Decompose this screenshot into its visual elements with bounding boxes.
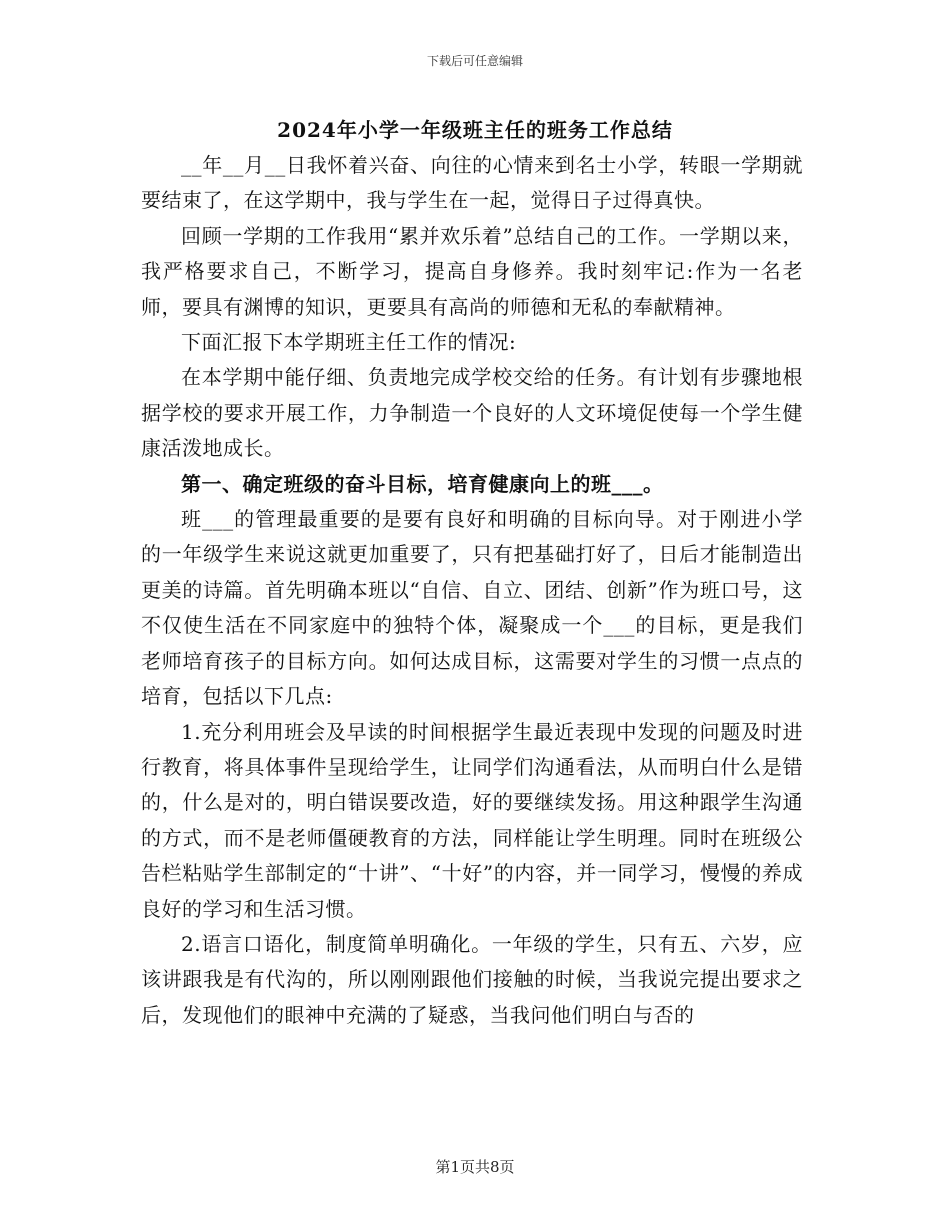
page-footer: 第1页共8页 bbox=[435, 1158, 515, 1176]
list-item-2: 2.语言口语化，制度简单明确化。一年级的学生，只有五、六岁，应该讲跟我是有代沟的，所以刚刚跟他们接触的时候，当我说完提出要求之后，发现他们的眼神中充满的了疑惑，当我问他们明白与否的 bbox=[141, 931, 803, 1027]
header-note: 下载后可任意编辑 bbox=[426, 54, 523, 68]
paragraph-intro: __年__月__日我怀着兴奋、向往的心情来到名士小学，转眼一学期就要结束了，在这学期中，我与学生在一起，觉得日子过得真快。 bbox=[141, 153, 803, 213]
paragraph-tasks: 在本学期中能仔细、负责地完成学校交给的任务。有计划有步骤地根据学校的要求开展工作，力争制造一个良好的人文环境促使每一个学生健康活泼地成长。 bbox=[141, 365, 803, 461]
document-body bbox=[141, 148, 803, 1033]
paragraph-report-lead: 下面汇报下本学期班主任工作的情况: bbox=[181, 330, 517, 355]
paragraph-goals: 班___的管理最重要的是要有良好和明确的目标向导。对于刚进小学的一年级学生来说这就更加重要了，只有把基础打好了，日后才能制造出更美的诗篇。首先明确本班以“自信、自立、团结、创新”作为班口号，这不仅使生活在不同家庭中的独特个体，凝聚成一个___的目标，更是我们老师培育孩子的目标方向。如何达成目标，这需要对学生的习惯一点点的培育，包括以下几点: bbox=[141, 507, 803, 709]
document-title: 2024年小学一年级班主任的班务工作总结 bbox=[277, 118, 673, 142]
list-item-1: 1.充分利用班会及早读的时间根据学生最近表现中发现的问题及时进行教育，将具体事件呈现给学生，让同学们沟通看法，从而明白什么是错的，什么是对的，明白错误要改造，好的要继续发扬。用这种跟学生沟通的方式，而不是老师僵硬教育的方法，同样能让学生明理。同时在班级公告栏粘贴学生部制定的“十讲”、“十好”的内容，并一同学习，慢慢的养成良好的学习和生活习惯。 bbox=[141, 719, 803, 921]
section-heading-1: 第一、确定班级的奋斗目标，培育健康向上的班___。 bbox=[181, 471, 664, 496]
paragraph-review: 回顾一学期的工作我用“累并欢乐着”总结自己的工作。一学期以来，我严格要求自己，不断学习，提高自身修养。我时刻牢记:作为一名老师，要具有渊博的知识，更要具有高尚的师德和无私的奉献精神。 bbox=[141, 223, 803, 319]
